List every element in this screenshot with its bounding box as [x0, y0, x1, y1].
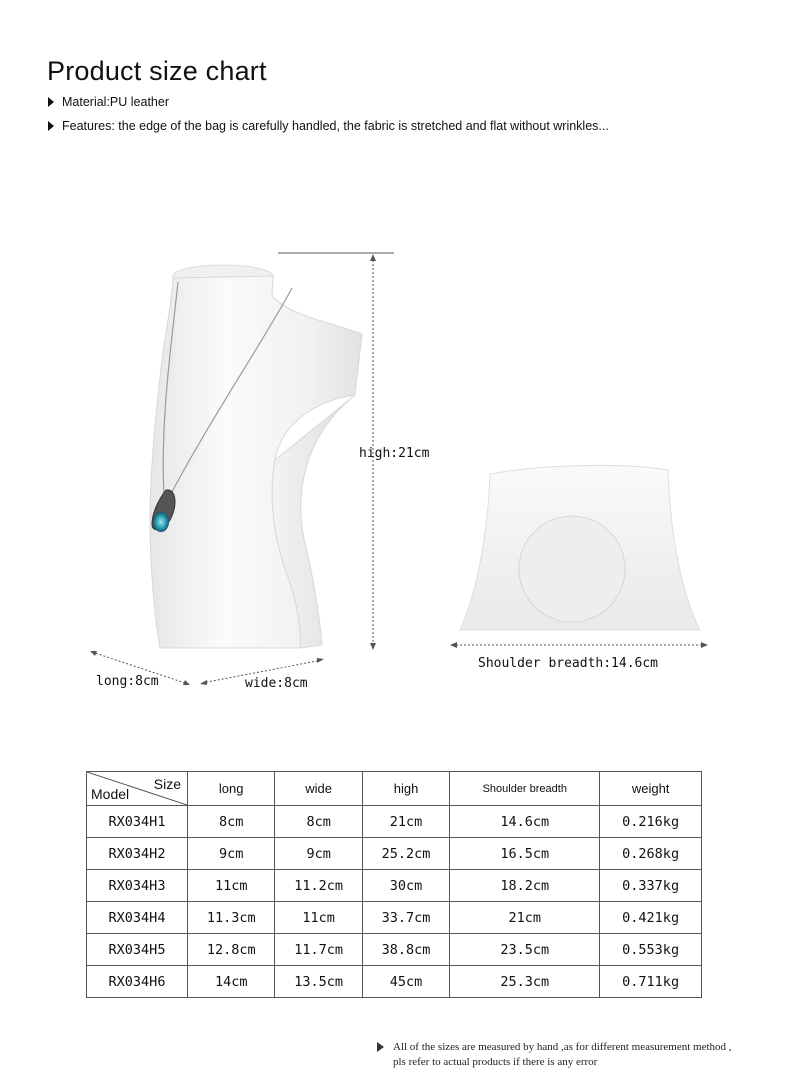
weight-cell: 0.553kg: [600, 934, 702, 966]
shoulder-cell: 23.5cm: [450, 934, 600, 966]
column-header-shoulder: Shoulder breadth: [450, 772, 600, 806]
material-text: Material:PU leather: [62, 95, 169, 109]
wide-cell: 13.5cm: [275, 966, 362, 998]
wide-label: wide:8cm: [245, 676, 308, 691]
high-cell: 33.7cm: [362, 902, 449, 934]
model-cell: RX034H1: [87, 806, 188, 838]
high-cell: 30cm: [362, 870, 449, 902]
weight-cell: 0.268kg: [600, 838, 702, 870]
long-cell: 12.8cm: [188, 934, 275, 966]
corner-model-label: Model: [91, 786, 130, 802]
high-cell: 25.2cm: [362, 838, 449, 870]
high-cell: 45cm: [362, 966, 449, 998]
long-label: long:8cm: [96, 674, 159, 689]
table-row: [87, 934, 702, 966]
weight-cell: 0.337kg: [600, 870, 702, 902]
measurement-footnote: [377, 1040, 732, 1070]
column-header-high: high: [362, 772, 449, 806]
shoulder-cell: 21cm: [450, 902, 600, 934]
wide-cell: 11cm: [275, 902, 362, 934]
size-table: [86, 771, 702, 998]
high-cell: 21cm: [362, 806, 449, 838]
necklace-bust: [150, 265, 362, 648]
weight-cell: 0.711kg: [600, 966, 702, 998]
wide-cell: 9cm: [275, 838, 362, 870]
height-label: high:21cm: [359, 446, 430, 461]
wide-cell: 11.7cm: [275, 934, 362, 966]
long-cell: 11.3cm: [188, 902, 275, 934]
corner-size-label: Size: [153, 776, 181, 792]
features-text: Features: the edge of the bag is carefully handled, the fabric is stretched and flat without wrinkles...: [62, 119, 609, 133]
table-row: [87, 806, 702, 838]
wide-cell: 8cm: [275, 806, 362, 838]
weight-cell: 0.421kg: [600, 902, 702, 934]
model-cell: RX034H3: [87, 870, 188, 902]
shoulder-cell: 18.2cm: [450, 870, 600, 902]
wide-cell: 11.2cm: [275, 870, 362, 902]
table-header-row: [87, 772, 702, 806]
column-header-long: long: [188, 772, 275, 806]
footnote-line-1: All of the sizes are measured by hand ,as for different measurement method ,: [393, 1041, 732, 1053]
table-row: [87, 838, 702, 870]
weight-cell: 0.216kg: [600, 806, 702, 838]
table-row: [87, 902, 702, 934]
long-cell: 11cm: [188, 870, 275, 902]
shoulder-dimension: [450, 642, 708, 648]
footnote-arrow-icon: [377, 1042, 384, 1052]
gem-icon: [153, 512, 169, 532]
long-cell: 8cm: [188, 806, 275, 838]
model-cell: RX034H6: [87, 966, 188, 998]
footnote-line-2: pls refer to actual products if there is any error: [393, 1056, 598, 1068]
column-header-weight: weight: [600, 772, 702, 806]
bust-back-view: [460, 465, 700, 630]
corner-cell: [87, 772, 188, 806]
long-cell: 14cm: [188, 966, 275, 998]
shoulder-cell: 16.5cm: [450, 838, 600, 870]
table-row: [87, 966, 702, 998]
column-header-wide: wide: [275, 772, 362, 806]
long-cell: 9cm: [188, 838, 275, 870]
model-cell: RX034H4: [87, 902, 188, 934]
page-title: Product size chart: [47, 56, 267, 86]
high-cell: 38.8cm: [362, 934, 449, 966]
shoulder-label: Shoulder breadth:14.6cm: [478, 656, 659, 671]
table-row: [87, 870, 702, 902]
shoulder-cell: 14.6cm: [450, 806, 600, 838]
model-cell: RX034H2: [87, 838, 188, 870]
model-cell: RX034H5: [87, 934, 188, 966]
shoulder-cell: 25.3cm: [450, 966, 600, 998]
